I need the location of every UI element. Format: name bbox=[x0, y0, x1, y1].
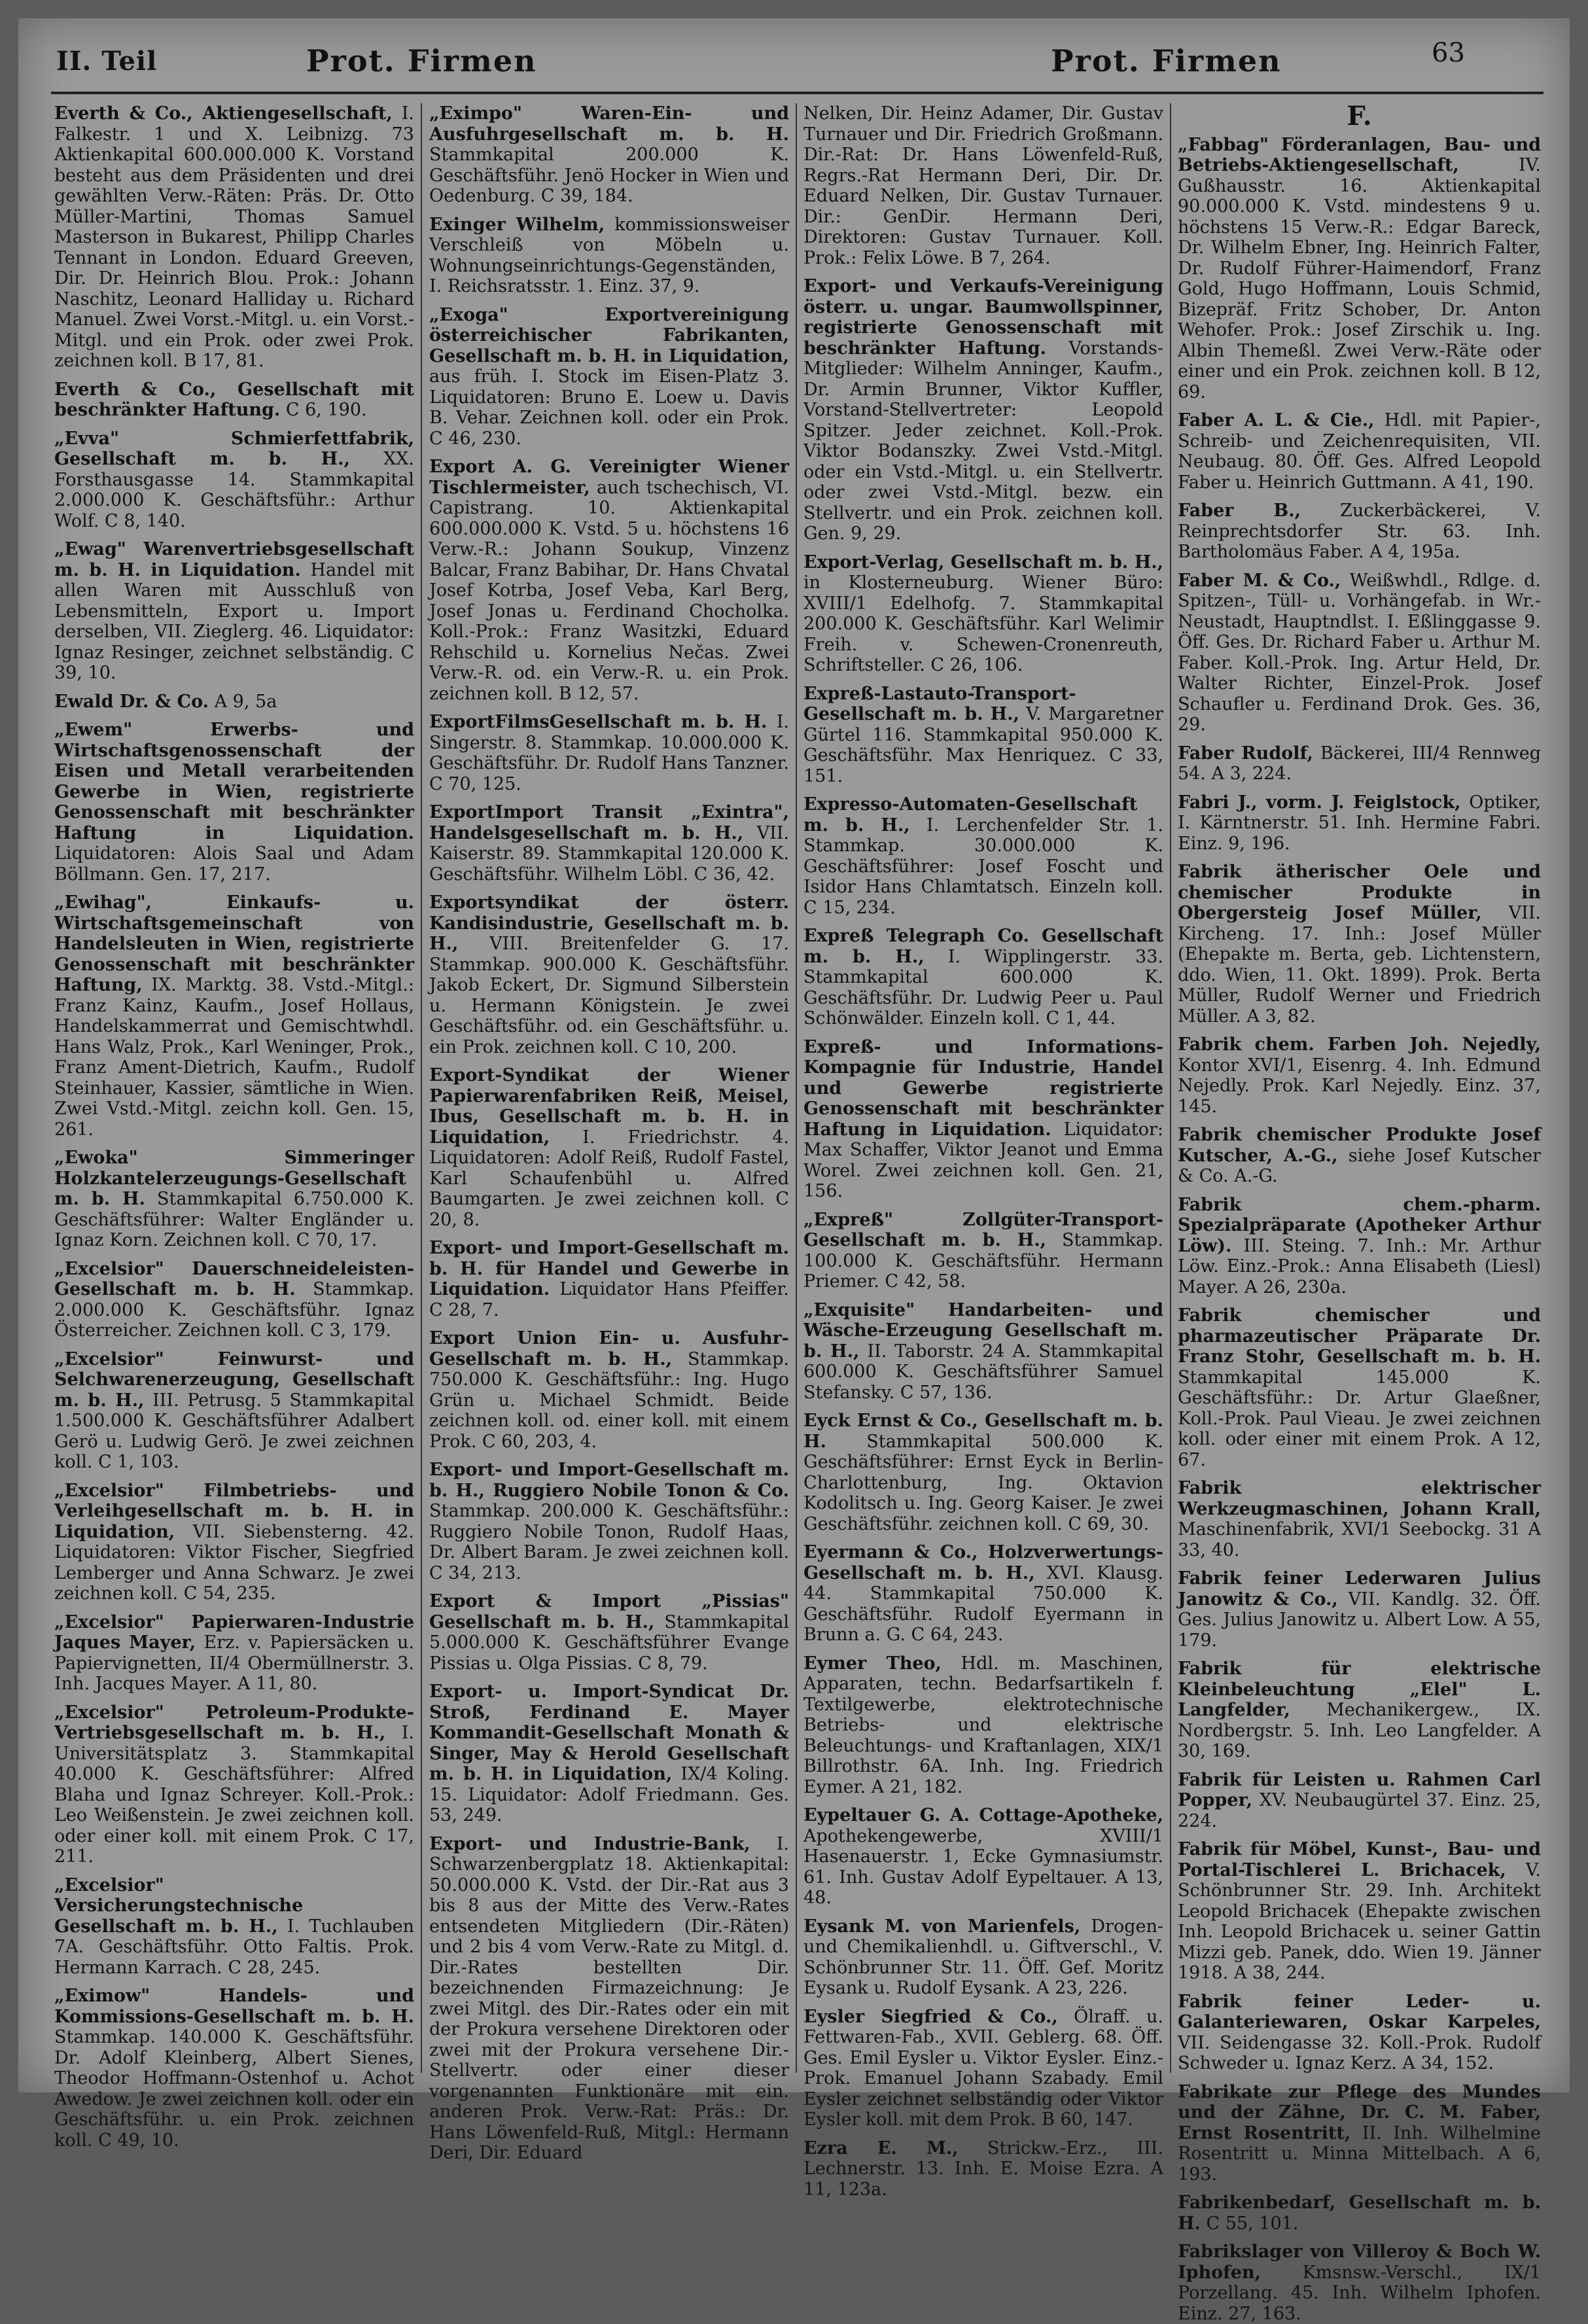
entry-details: VII. Kandlg. 32. Öff. Ges. Julius Janowitz u. Albert Low. A 55, 179. bbox=[1178, 1589, 1542, 1651]
column-divider bbox=[1170, 103, 1171, 2073]
directory-entry bbox=[54, 1986, 414, 2151]
directory-entry bbox=[803, 276, 1163, 544]
firm-name: Export- und Industrie-Bank, bbox=[429, 1833, 750, 1854]
firm-name: Export- und Verkaufs-Vereinigung österr. u. ungar. Baumwollspinner, registrierte Genossenschaft mit beschränkter Haftung. bbox=[803, 276, 1163, 359]
entry-details: kommissionsweiser Verschleiß von Möbeln u. Wohnungseinrichtungs-Gegenständen, I. Reichsratsstr. 1. Einz. 37, 9. bbox=[429, 214, 789, 296]
entry-details: III. Steing. 7. Inh.: Mr. Arthur Löw. Einz.-Prok.: Anna Elisabeth (Liesl) Mayer. A 26, 230a. bbox=[1178, 1235, 1541, 1297]
firm-name: Fabrik chemischer und pharmazeutischer Präparate Dr. Franz Stohr, Gesellschaft m. b. H. bbox=[1178, 1305, 1541, 1367]
directory-entry bbox=[1178, 2082, 1541, 2185]
directory-entry bbox=[1178, 410, 1541, 493]
entry-details: XX. Forsthausgasse 14. Stammkapital 2.000.000 K. Geschäftsführ.: Arthur Wolf. C 8, 140. bbox=[54, 449, 414, 531]
directory-entry bbox=[54, 1875, 414, 1979]
firm-name: Exportsyndikat der österr. Kandisindustrie, Gesellschaft m. b. H., bbox=[429, 892, 789, 954]
firm-name: Fabrik feiner Lederwaren Julius Janowitz & Co., bbox=[1178, 1568, 1541, 1610]
directory-entry bbox=[803, 2007, 1163, 2130]
firm-name: Export- und Import-Gesellschaft m. b. H. für Handel und Gewerbe in Liquidation. bbox=[429, 1238, 789, 1299]
directory-entry bbox=[429, 712, 789, 794]
entry-details: Stammkapital 500.000 K. Geschäftsführer: Ernst Eyck in Berlin-Charlottenburg, Ing. Oktavion Kodolitsch u. Ing. Georg Kaiser. Je zwei Geschäftsführ. zeichnen koll. C 69, 30. bbox=[803, 1431, 1163, 1534]
firm-name: Expreß Telegraph Co. Gesellschaft m. b. H., bbox=[803, 926, 1163, 967]
entry-details: I. Tuchlauben 7A. Geschäftsführ. Otto Faltis. Prok. Hermann Karrach. C 28, 245. bbox=[54, 1916, 414, 1978]
firm-name: Faber Rudolf, bbox=[1178, 743, 1313, 764]
firm-name: Faber A. L. & Cie., bbox=[1178, 410, 1375, 431]
entry-details: aus früh. I. Stock im Eisen-Platz 3. Liquidatoren: Bruno E. Loew u. Davis B. Vehar. Zeichnen koll. oder ein Prok. C 46, 230. bbox=[429, 366, 789, 449]
firm-name: Fabrik elektrischer Werkzeugmaschinen, Johann Krall, bbox=[1178, 1478, 1541, 1519]
firm-name: Expresso-Automaten-Gesellschaft m. b. H., bbox=[803, 794, 1138, 836]
entry-details: Optiker, I. Kärntnerstr. 51. Inh. Hermine Fabri. Einz. 9, 196. bbox=[1178, 792, 1541, 854]
directory-entry bbox=[1178, 571, 1541, 735]
section-letter: F. bbox=[1347, 101, 1372, 132]
entry-details: Stammkap. 2.000.000 K. Geschäftsführ. Ignaz Österreicher. Zeichnen koll. C 3, 179. bbox=[54, 1279, 415, 1341]
directory-entry bbox=[54, 1612, 414, 1695]
firm-name: „Expreß" Zollgüter-Transport-Gesellschaft m. b. H., bbox=[803, 1209, 1163, 1250]
entry-details: C 55, 101. bbox=[1200, 2213, 1299, 2234]
directory-entry bbox=[1178, 792, 1541, 854]
firm-name: Eysler Siegfried & Co., bbox=[803, 2006, 1058, 2027]
directory-entry bbox=[1178, 1839, 1541, 1984]
directory-entry bbox=[429, 1681, 789, 1826]
part-label: II. Teil bbox=[56, 46, 158, 77]
directory-entry bbox=[429, 1238, 789, 1320]
entry-details: Liquidator: Max Schaffer, Viktor Jeanot und Emma Worel. Zwei zeichnen koll. Gen. 21, 156. bbox=[803, 1119, 1163, 1201]
firm-name: Fabri J., vorm. J. Feiglstock, bbox=[1178, 792, 1461, 813]
entry-details: IV. Gußhausstr. 16. Aktienkapital 90.000.000 K. Vstd. mindestens 9 u. höchstens 15 Verw.-R.: Edgar Bareck, Dr. Wilhelm Ebner, Ing. Heinrich Falter, Dr. Rudolf Führer-Haimendorf, Franz Gold, Hugo Hoffmann, Louis Schmid, Bizepräf. Fritz Schober, Dr. Anton Wehofer. Prok.: Josef Zirschik u. Ing. Albin Themeßl. Zwei Verw.-Räte oder einer und ein Prok. zeichnen koll. B 12, 69. bbox=[1178, 155, 1541, 402]
entry-details: III. Petrusg. 5 Stammkapital 1.500.000 K. Geschäftsführer Adalbert Gerö u. Ludwig Gerö. Je zwei zeichnen koll. C 1, 103. bbox=[54, 1390, 414, 1472]
firm-name: Export A. G. Vereinigter Wiener Tischlermeister, bbox=[429, 457, 789, 498]
entry-details: V. Schönbrunner Str. 29. Inh. Architekt Leopold Brichacek (Ehepakte zwischen Inh. Leopold Brichacek u. seiner Gattin Mizzi geb. Panek, ddo. Wien 19. Jänner 1918. A 38, 244. bbox=[1178, 1859, 1542, 1983]
firm-name: „Ewihag", Einkaufs- u. Wirtschaftsgemeinschaft von Handelsleuten in Wien, registrierte Genossenschaft mit beschränkter Haftung, bbox=[54, 892, 414, 995]
entry-details: VIII. Breitenfelder G. 17. Stammkap. 900.000 K. Geschäftsführ. Jakob Eckert, Dr. Sigmund Silberstein u. Hermann Königstein. Je zwei Geschäftsführ. od. ein Geschäftsführ. u. ein Prok. zeichnen koll. C 10, 200. bbox=[429, 934, 789, 1057]
directory-entry bbox=[1178, 1992, 1541, 2074]
directory-entry bbox=[803, 794, 1163, 918]
firm-name: „Eximpo" Waren-Ein- und Ausfuhrgesellschaft m. b. H. bbox=[429, 103, 789, 145]
entry-details: XV. Neubaugürtel 37. Einz. 25, 224. bbox=[1178, 1790, 1541, 1831]
directory-entry bbox=[429, 1591, 789, 1674]
directory-entry bbox=[54, 379, 414, 421]
directory-entry bbox=[803, 1037, 1163, 1202]
entry-details: Nelken, Dir. Heinz Adamer, Dir. Gustav Turnauer und Dir. Friedrich Großmann. Dir.-Rat: Dr. Hans Löwenfeld-Ruß, Regrs.-Rat Hermann Deri, Dir. Dr. Eduard Nelken, Dir. Gustav Turnauer. Dir.: GenDir. Hermann Deri, Direktoren: Gustav Turnauer. Koll. Prok.: Felix Löwe. B 7, 264. bbox=[803, 103, 1163, 268]
directory-entry bbox=[1178, 1305, 1541, 1470]
running-title-left: Prot. Firmen bbox=[306, 43, 537, 79]
entry-details: Erz. v. Papiersäcken u. Papiervignetten, II/4 Obermüllnerstr. 3. Inh. Jacques Mayer. A 11, 80. bbox=[54, 1632, 414, 1694]
entry-details: Liquidator Hans Pfeiffer. C 28, 7. bbox=[429, 1279, 789, 1320]
entry-details: Stammkapital 145.000 K. Geschäftsführ.: Dr. Artur Glaeßner, Koll.-Prok. Paul Vieau. Je zwei zeichnen koll. oder einer mit einem Prok. A 12, 67. bbox=[1178, 1367, 1541, 1470]
directory-entry bbox=[803, 1300, 1163, 1403]
directory-entry bbox=[54, 1148, 414, 1251]
entry-details: VII. Seidengasse 32. Koll.-Prok. Rudolf Schweder u. Ignaz Kerz. A 34, 152. bbox=[1178, 2032, 1541, 2073]
directory-entry bbox=[429, 1834, 789, 2164]
directory-page bbox=[18, 18, 1570, 2324]
directory-entry bbox=[1178, 501, 1541, 563]
firm-name: Fabrik chemischer Produkte Josef Kutscher, A.-G., bbox=[1178, 1125, 1541, 1166]
directory-entry bbox=[803, 1542, 1163, 1646]
firm-name: „Excelsior" Papierwaren-Industrie Jaques Mayer, bbox=[54, 1611, 414, 1653]
entry-details: Strickw.-Erz., III. Lechnerstr. 13. Inh. E. Moise Ezra. A 11, 123a. bbox=[803, 2138, 1163, 2200]
entry-details: Bäckerei, III/4 Rennweg 54. A 3, 224. bbox=[1178, 743, 1541, 784]
directory-entry bbox=[803, 1805, 1163, 1909]
directory-entry bbox=[429, 1460, 789, 1583]
entry-details: Stammkapital 200.000 K. Geschäftsführ. Jenö Hocker in Wien und Oedenburg. C 39, 184. bbox=[429, 145, 789, 206]
firm-name: Export- und Import-Gesellschaft m. b. H., Ruggiero Nobile Tonon & Co. bbox=[429, 1460, 789, 1501]
entry-details: Hdl. m. Maschinen, Apparaten, techn. Bedarfsartikeln f. Textilgewerbe, elektrotechnische Betriebs- und elektrische Beleuchtungs- und Kraftanlagen, XIX/1 Billrothstr. 6A. Inh. Ing. Friedrich Eymer. A 21, 182. bbox=[803, 1653, 1163, 1797]
running-title-right: Prot. Firmen bbox=[1051, 43, 1282, 79]
directory-entry bbox=[803, 2138, 1163, 2200]
firm-name: Expreß-Lastauto-Transport-Gesellschaft m. b. H., bbox=[803, 683, 1076, 724]
entry-details: Stammkap. 750.000 K. Geschäftsführ.: Ing. Hugo Grün u. Michael Schmidt. Beide zeichnen koll. od. einer koll. mit einem Prok. C 60, 203, 4. bbox=[429, 1348, 789, 1452]
firm-name: „Excelsior" Filmbetriebs- und Verleihgesellschaft m. b. H. in Liquidation, bbox=[54, 1480, 414, 1542]
entry-details: I. Singerstr. 8. Stammkap. 10.000.000 K. Geschäftsführ. Dr. Rudolf Hans Tanzner. C 70, 125. bbox=[429, 712, 789, 794]
firm-name: Fabrik für Möbel, Kunst-, Bau- und Portal-Tischlerei L. Brichacek, bbox=[1178, 1839, 1541, 1880]
firm-name: „Ewoka" Simmeringer Holzkantelerzeugungs-Gesellschaft m. b. H. bbox=[54, 1148, 414, 1209]
firm-name: Eymer Theo, bbox=[803, 1653, 942, 1674]
column-2 bbox=[429, 103, 790, 2163]
firm-name: Export Union Ein- u. Ausfuhr-Gesellschaft m. b. H., bbox=[429, 1328, 789, 1369]
directory-entry bbox=[54, 692, 414, 713]
directory-entry bbox=[429, 1328, 789, 1452]
directory-entry bbox=[54, 429, 414, 532]
directory-entry bbox=[1178, 1770, 1541, 1832]
directory-entry bbox=[1178, 743, 1541, 784]
entry-details: Maschinenfabrik, XVI/1 Seebockg. 31 A 33, 40. bbox=[1178, 1519, 1541, 1560]
firm-name: „Exquisite" Handarbeiten- und Wäsche-Erzeugung Gesellschaft m. b. H., bbox=[803, 1299, 1163, 1362]
entry-details: I. Universitätsplatz 3. Stammkapital 40.000 K. Geschäftsführer: Alfred Blaha und Ignaz Schreyer. Koll.-Prok.: Leo Weißenstein. Je zwei zeichnen koll. oder einer koll. mit einem Prok. C 17, 211. bbox=[54, 1723, 414, 1867]
entry-details: Weißwhdl., Rdlge. d. Spitzen-, Tüll- u. Vorhängefab. in Wr.-Neustadt, Hauptndlst. I. Eßlinggasse 9. Öff. Ges. Dr. Richard Faber u. Arthur M. Faber. Koll.-Prok. Ing. Artur Held, Dr. Walter Richter, Einzel-Prok. Josef Schaufler u. Ferdinand Drok. Ges. 36, 29. bbox=[1178, 570, 1541, 735]
directory-entry bbox=[1178, 135, 1541, 403]
firm-name: Fabrik für Leisten u. Rahmen Carl Popper, bbox=[1178, 1769, 1541, 1810]
entry-details: Zuckerbäckerei, V. Reinprechtsdorfer Str. 63. Inh. Bartholomäus Faber. A 4, 195a. bbox=[1178, 501, 1541, 562]
directory-entry bbox=[1178, 1034, 1541, 1117]
page-header bbox=[18, 18, 1570, 97]
directory-entry bbox=[54, 892, 414, 1140]
entry-details: Stammkap. 100.000 K. Geschäftsführ. Hermann Priemer. C 42, 58. bbox=[803, 1230, 1163, 1292]
directory-entry bbox=[803, 1916, 1163, 1999]
entry-details: IX/4 Koling. 15. Liquidator: Adolf Friedmann. Ges. 53, 249. bbox=[429, 1764, 790, 1825]
directory-entry bbox=[803, 103, 1163, 268]
entry-details: I. Schwarzenbergplatz 18. Aktienkapital: 50.000.000 K. Vstd. der Dir.-Rat aus 3 bis 8 aus der Mitte des Verw.-Rates entsendeten Mitgliedern (Dir.-Räten) und 2 bis 4 vom Verw.-Rate zu Mitgl. d. Dir.-Rates bestellten Dir. bezeichnenden Firmazeichnung: Je zwei Mitgl. des Dir.-Rates oder ein mit der Prokura versehene Direktoren oder zwei mit der Prokura versehene Dir.-Stellvertr. oder einer dieser vorgenannten Funktionäre mit ein. anderen Prok. Verw.-Rat: Präs.: Dr. Hans Löwenfeld-Ruß, Mitgl.: Hermann Deri, Dir. Eduard bbox=[429, 1833, 789, 2163]
firm-name: Eypeltauer G. A. Cottage-Apotheke, bbox=[803, 1805, 1163, 1825]
entry-details: VII. Siebensterng. 42. Liquidatoren: Viktor Fischer, Siegfried Lemberger und Anna Schwarz. Je zwei zeichnen koll. C 54, 235. bbox=[54, 1521, 414, 1604]
entry-details: Hdl. mit Papier-, Schreib- und Zeichenrequisiten, VII. Neubaug. 80. Öff. Ges. Alfred Leopold Faber u. Heinrich Guttmann. A 41, 190. bbox=[1178, 410, 1541, 493]
firm-name: Export-Verlag, Gesellschaft m. b. H., bbox=[803, 552, 1163, 572]
firm-name: „Evva" Schmierfettfabrik, Gesellschaft m. b. H., bbox=[54, 428, 414, 469]
directory-entry bbox=[1178, 862, 1541, 1027]
page-number: 63 bbox=[1432, 38, 1465, 68]
entry-details: Stammkapital 5.000.000 K. Geschäftsführer Evange Pissias u. Olga Pissias. C 8, 79. bbox=[429, 1611, 789, 1674]
firm-name: Fabrik chem. Farben Joh. Nejedly, bbox=[1178, 1034, 1541, 1055]
directory-entry bbox=[803, 1411, 1163, 1534]
firm-name: Faber B., bbox=[1178, 501, 1301, 521]
directory-entry bbox=[1178, 1659, 1541, 1762]
firm-name: „Eximow" Handels- und Kommissions-Gesellschaft m. b. H. bbox=[54, 1986, 414, 2027]
firm-name: Fabrik für elektrische Kleinbeleuchtung „Elel" L. Langfelder, bbox=[1178, 1659, 1541, 1720]
directory-entry bbox=[1178, 1195, 1541, 1298]
directory-entry bbox=[54, 1349, 414, 1473]
entry-details: VII. Kircheng. 17. Inh.: Josef Müller (Ehepakte m. Berta, geb. Lichtenstern, ddo. Wien, 11. Okt. 1899). Prok. Berta Müller, Rudolf Werner und Friedrich Müller. A 3, 82. bbox=[1178, 903, 1541, 1027]
directory-entry bbox=[1178, 1125, 1541, 1187]
directory-entry bbox=[1178, 2192, 1541, 2234]
directory-entry bbox=[1178, 1478, 1541, 1560]
firm-name: Eyermann & Co., Holzverwertungs-Gesellschaft m. b. H., bbox=[803, 1542, 1163, 1583]
directory-entry bbox=[429, 457, 789, 704]
column-3 bbox=[803, 103, 1164, 2200]
firm-name: Eysank M. von Marienfels, bbox=[803, 1916, 1081, 1937]
directory-entry bbox=[429, 802, 789, 885]
firm-name: Everth & Co., Aktiengesellschaft, bbox=[54, 103, 393, 124]
entry-details: I. Wipplingerstr. 33. Stammkapital 600.000 K. Geschäftsführ. Dr. Ludwig Peer u. Paul Schönwälder. Einzeln koll. C 1, 44. bbox=[803, 946, 1163, 1029]
firm-name: Faber M. & Co., bbox=[1178, 570, 1341, 591]
firm-name: Fabrik ätherischer Oele und chemischer Produkte in Obergersteig Josef Müller, bbox=[1178, 862, 1541, 923]
entry-details: Vorstands-Mitglieder: Wilhelm Anninger, Kaufm., Dr. Armin Brunner, Viktor Kuffler, Vorstand-Stellvertreter: Leopold Spitzer. Jeder zeichnet. Koll.-Prok. Viktor Bodanszky. Zwei Vstd.-Mitgl. oder ein Vstd.-Mitgl. u. ein Stellvertr. oder zwei Vstd.-Mitgl. bezw. ein Stellvertr. und ein Prok. zeichnen koll. Gen. 9, 29. bbox=[803, 338, 1163, 544]
entry-details: Stammkapital 6.750.000 K. Geschäftsführer: Walter Engländer u. Ignaz Korn. Zeichnen koll. C 70, 17. bbox=[54, 1189, 414, 1250]
directory-entry bbox=[429, 1065, 789, 1230]
entry-details: auch tschechisch, VI. Capistrang. 10. Aktienkapital 600.000.000 K. Vstd. 5 u. höchstens 16 Verw.-R.: Johann Soukup, Vinzenz Balcar, Franz Babihar, Dr. Hans Chvatal Josef Kotrba, Josef Veba, Karl Berg, Josef Jonas u. Ferdinand Chocholka. Koll.-Prok.: Franz Wasitzki, Eduard Rehschild u. Kornelius Nečas. Zwei Verw.-R. od. ein Verw.-R. u. ein Prok. zeichnen koll. B 12, 57. bbox=[429, 477, 789, 704]
entry-details: Mechanikergew., IX. Nordbergstr. 5. Inh. Leo Langfelder. A 30, 169. bbox=[1178, 1700, 1541, 1761]
entry-details: II. Taborstr. 24 A. Stammkapital 600.000 K. Geschäftsführer Samuel Stefansky. C 57, 136. bbox=[803, 1341, 1163, 1403]
entry-details: IX. Marktg. 38. Vstd.-Mitgl.: Franz Kainz, Kaufm., Josef Hollaus, Handelskammerrat und Gemischtwhdl. Hans Walz, Prok., Karl Weninger, Prok., Franz Ament-Dietrich, Kaufm., Rudolf Steinhauer, Kassier, sämtliche in Wien. Zwei Vstd.-Mitgl. zeichn koll. Gen. 15, 261. bbox=[54, 975, 414, 1140]
firm-name: Export- u. Import-Syndicat Dr. Stroß, Ferdinand E. Mayer Kommandit-Gesellschaft Monath & Singer, May & Herold Gesellschaft m. b. H. in Liquidation, bbox=[429, 1681, 789, 1784]
entry-details: Kmsnsw.-Verschl., IX/1 Porzellang. 45. Inh. Wilhelm Iphofen. Einz. 27, 163. bbox=[1178, 2262, 1541, 2324]
entry-details: A 9, 5a bbox=[209, 691, 277, 712]
firm-name: „Excelsior" Petroleum-Produkte-Vertriebsgesellschaft m. b. H., bbox=[54, 1702, 414, 1743]
entry-details: Kontor XVI/1, Eisenrg. 4. Inh. Edmund Nejedly. Prok. Karl Nejedly. Einz. 37, 145. bbox=[1178, 1055, 1541, 1117]
directory-entry bbox=[803, 552, 1163, 676]
directory-entry bbox=[54, 539, 414, 684]
firm-name: Ezra E. M., bbox=[803, 2138, 959, 2158]
firm-name: Fabrik feiner Leder- u. Galanteriewaren, Oskar Karpeles, bbox=[1178, 1991, 1541, 2032]
firm-name: „Exoga" Exportvereinigung österreichischer Fabrikanten, Gesellschaft m. b. H. in Liquidation, bbox=[429, 304, 789, 366]
entry-details: in Klosterneuburg. Wiener Büro: XVIII/1 Edelhofg. 7. Stammkapital 200.000 K. Geschäftsführ. Karl Welimir Freih. v. Schewen-Cronenreuth, Schriftsteller. C 26, 106. bbox=[803, 572, 1163, 675]
directory-entry bbox=[54, 1702, 414, 1867]
directory-entry bbox=[803, 1210, 1163, 1292]
firm-name: Eyck Ernst & Co., Gesellschaft m. b. H. bbox=[803, 1411, 1163, 1452]
directory-entry bbox=[429, 305, 789, 449]
entry-details: XVI. Klausg. 44. Stammkapital 750.000 K. Geschäftsführ. Rudolf Eyermann in Brunn a. G. C 64, 243. bbox=[803, 1562, 1163, 1645]
entry-details: Apothekengewerbe, XVIII/1 Hasenauerstr. 1, Ecke Gymnasiumstr. 61. Inh. Gustav Adolf Eypeltauer. A 13, 48. bbox=[803, 1825, 1163, 1908]
firm-name: Fabrikate zur Pflege des Mundes und der Zähne, Dr. C. M. Faber, Ernst Rosentritt, bbox=[1178, 2081, 1541, 2143]
firm-name: „Excelsior" Versicherungstechnische Gesellschaft m. b. H., bbox=[54, 1875, 304, 1937]
entry-details: siehe Josef Kutscher & Co. A.-G. bbox=[1178, 1145, 1541, 1186]
firm-name: „Fabbag" Förderanlagen, Bau- und Betriebs-Aktiengesellschaft, bbox=[1178, 134, 1541, 175]
firm-name: Everth & Co., Gesellschaft mit beschränkter Haftung. bbox=[54, 379, 414, 420]
firm-name: „Excelsior" Dauerschneideleisten-Gesellschaft m. b. H. bbox=[54, 1258, 414, 1299]
firm-name: Fabrikslager von Villeroy & Boch W. Iphofen, bbox=[1178, 2242, 1541, 2283]
column-divider bbox=[796, 103, 797, 2073]
firm-name: „Ewag" Warenvertriebsgesellschaft m. b. H. in Liquidation. bbox=[54, 539, 414, 580]
firm-name: Exinger Wilhelm, bbox=[429, 214, 605, 235]
directory-entry bbox=[429, 215, 789, 297]
entry-details: Handel mit allen Waren mit Ausschluß von Lebensmitteln, Export u. Import derselben, VII. Zieglerg. 46. Liquidator: Ignaz Resinger, zeichnet selbständig. C 39, 10. bbox=[54, 559, 415, 683]
entry-details: Drogen- und Chemikalienhdl. u. Giftverschl., V. Schönbrunner Str. 11. Öff. Gef. Moritz Eysank u. Rudolf Eysank. A 23, 226. bbox=[803, 1916, 1163, 1998]
entry-details: Stammkap. 200.000 K. Geschäftsführ.: Ruggiero Nobile Tonon, Rudolf Haas, Dr. Albert Baram. Je zwei zeichnen koll. C 34, 213. bbox=[429, 1501, 789, 1583]
firm-name: „Ewem" Erwerbs- und Wirtschaftsgenossenschaft der Eisen und Metall verarbeitenden Gewerbe in Wien, registrierte Genossenschaft mit beschränkter Haftung in Liquidation. bbox=[54, 720, 414, 843]
directory-entry bbox=[803, 926, 1163, 1029]
firm-name: „Excelsior" Feinwurst- und Selchwarenerzeugung, Gesellschaft m. b. H., bbox=[54, 1348, 414, 1411]
firm-name: ExportImport Transit „Exintra", Handelsgesellschaft m. b. H., bbox=[429, 802, 789, 843]
firm-name: Ewald Dr. & Co. bbox=[54, 691, 209, 712]
entry-details: I. Lerchenfelder Str. 1. Stammkap. 30.000.000 K. Geschäftsführer: Josef Foscht und Isidor Hans Chlamtatsch. Einzeln koll. C 15, 234. bbox=[803, 815, 1164, 918]
entry-details: I. Friedrichstr. 4. Liquidatoren: Adolf Reiß, Rudolf Fastel, Karl Schaufenbühl u. Alfred Baumgarten. Je zwei zeichnen koll. C 20, 8. bbox=[429, 1127, 789, 1230]
firm-name: Expreß- und Informations-Kompagnie für Industrie, Handel und Gewerbe registrierte Genossenschaft mit beschränkter Haftung in Liquidation. bbox=[803, 1036, 1163, 1140]
firm-name: Fabrik chem.-pharm. Spezialpräparate (Apotheker Arthur Löw). bbox=[1178, 1194, 1541, 1256]
entry-details: II. Inh. Wilhelmine Rosentritt u. Minna Mittelbach. A 6, 193. bbox=[1178, 2122, 1541, 2185]
directory-entry bbox=[1178, 1568, 1541, 1651]
entry-details: C 6, 190. bbox=[280, 400, 367, 420]
directory-entry bbox=[54, 720, 414, 885]
entry-details: I. Falkestr. 1 und X. Leibnizg. 73 Aktienkapital 600.000.000 K. Vorstand besteht aus dem Präsidenten und drei gewählten Verw.-Räten: Präs. Dr. Otto Müller-Martini, Thomas Samuel Masterson in Bukarest, Philipp Charles Tennant in London. Eduard Greeven, Dir. Dr. Heinrich Blou. Prok.: Johann Naschitz, Leonard Halliday u. Richard Manuel. Zwei Vorst.-Mitgl. u. ein Vorst.-Mitgl. und ein Prok. oder zwei Prok. zeichnen koll. B 17, 81. bbox=[54, 103, 414, 371]
directory-entry bbox=[54, 103, 414, 372]
column-4 bbox=[1178, 101, 1542, 2324]
directory-entry bbox=[54, 1481, 414, 1604]
column-divider bbox=[421, 103, 422, 2073]
directory-entry bbox=[1178, 2242, 1541, 2324]
directory-entry bbox=[803, 684, 1163, 787]
entry-details: V. Margaretner Gürtel 116. Stammkapital 950.000 K. Geschäftsführ. Max Henriquez. C 33, 151. bbox=[803, 704, 1163, 786]
directory-entry bbox=[54, 1259, 414, 1341]
directory-entry bbox=[803, 1653, 1163, 1798]
firm-name: ExportFilmsGesellschaft m. b. H. bbox=[429, 712, 768, 732]
directory-entry bbox=[429, 892, 789, 1057]
column-1 bbox=[54, 103, 415, 2151]
entry-details: Liquidatoren: Alois Saal und Adam Böllmann. Gen. 17, 217. bbox=[54, 843, 414, 885]
firm-name: Export-Syndikat der Wiener Papierwarenfabriken Reiß, Meisel, Ibus, Gesellschaft m. b. H. in Liquidation, bbox=[429, 1065, 789, 1148]
entry-details: VII. Kaiserstr. 89. Stammkapital 120.000 K. Geschäftsführ. Wilhelm Löbl. C 36, 42. bbox=[429, 822, 789, 885]
firm-name: Export & Import „Pissias" Gesellschaft m. b. H., bbox=[429, 1591, 789, 1632]
header-rule bbox=[51, 92, 1544, 94]
entry-details: Stammkap. 140.000 K. Geschäftsführ. Dr. Adolf Kleinberg, Albert Sienes, Theodor Hoffmann-Ostenhof u. Achot Awedow. Je zwei zeichnen koll. oder ein Geschäftsführ. u. ein Prok. zeichnen koll. C 49, 10. bbox=[54, 2027, 414, 2151]
firm-name: Fabrikenbedarf, Gesellschaft m. b. H. bbox=[1178, 2192, 1541, 2234]
entry-details: Ölraff. u. Fettwaren-Fab., XVII. Geblerg. 68. Öff. Ges. Emil Eysler u. Viktor Eysler. Einz.-Prok. Emanuel Johann Szabady. Emil Eysler zeichnet selbständig oder Viktor Eysler koll. mit dem Prok. B 60, 147. bbox=[803, 2006, 1163, 2130]
directory-entry bbox=[429, 103, 789, 207]
